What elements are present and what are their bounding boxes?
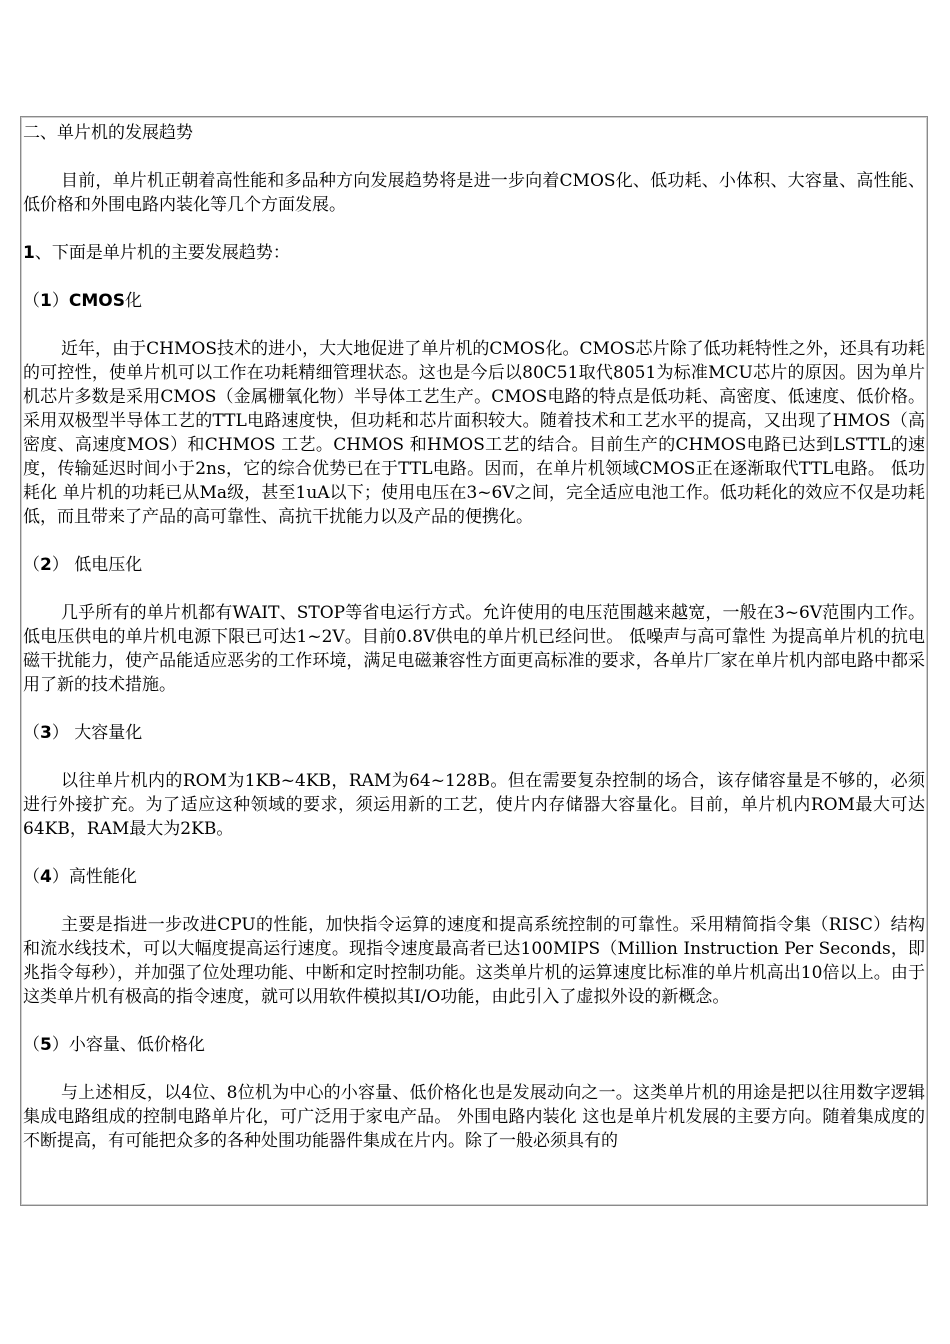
subsection-body-1: 近年，由于CHMOS技术的进小，大大地促进了单片机的CMOS化。CMOS芯片除了低功耗特性之外，还具有功耗的可控性，使单片机可以工作在功耗精细管理状态。这也是今后以80C51取代8051为标准MCU芯片的原因。因为单片机芯片多数是采用CMOS（金属栅氧化物）半导体工艺生产。CMOS电路的特点是低功耗、高密度、低速度、低价格。采用双极型半导体工艺的TTL电路速度快，但功耗和芯片面积较大。随着技术和工艺水平的提高，又出现了HMOS（高密度、高速度MOS）和CHMOS 工艺。CHMOS 和HMOS工艺的结合。目前生产的CHMOS电路已达到LSTTL的速度，传输延迟时间小于2ns，它的综合优势已在于TTL电路。因而，在单片机领域CMOS正在逐渐取代TTL电路。 低功耗化 单片机的功耗已从Ma级，甚至1uA以下；使用电压在3~6V之间，完全适应电池工作。低功耗化的效应不仅是功耗低，而且带来了产品的高可靠性、高抗干扰能力以及产品的便携化。 [23,339,925,527]
list-heading-text: 、下面是单片机的主要发展趋势： [34,243,290,263]
list-heading [23,241,925,265]
heading-number: 4 [40,867,52,887]
heading-number: 3 [40,723,52,743]
subsection-heading-5 [23,1033,925,1057]
heading-paren-close: ） [51,555,69,575]
heading-paren-close: ） [51,1035,69,1055]
intro-paragraph: 目前，单片机正朝着高性能和多品种方向发展趋势将是进一步向着CMOS化、低功耗、小体积、大容量、高性能、低价格和外围电路内装化等几个方面发展。 [23,171,925,215]
heading-paren-open: （ [23,291,40,311]
heading-paren-open: （ [23,555,40,575]
subsection-body-2: 几乎所有的单片机都有WAIT、STOP等省电运行方式。允许使用的电压范围越来越宽，一般在3~6V范围内工作。低电压供电的单片机电源下限已可达1~2V。目前0.8V供电的单片机已经问世。 低噪声与高可靠性 为提高单片机的抗电磁干扰能力，使产品能适应恶劣的工作环境，满足电磁兼容性方面更高标准的要求，各单片厂家在单片机内部电路中都采用了新的技术措施。 [23,603,925,695]
heading-label: 高性能化 [68,867,137,887]
heading-paren-open: （ [23,867,40,887]
heading-label-bold: CMOS [68,291,125,311]
subsection-heading-4 [23,865,925,889]
heading-number: 1 [40,291,52,311]
document-frame [20,116,928,1206]
heading-paren-close: ） [51,291,69,311]
heading-paren-open: （ [23,1035,40,1055]
heading-paren-open: （ [23,723,40,743]
list-heading-number: 1 [23,243,35,263]
heading-label: 化 [124,291,142,311]
subsection-heading-3 [23,721,925,745]
heading-number: 5 [40,1035,52,1055]
heading-number: 2 [40,555,52,575]
heading-label: 小容量、低价格化 [68,1035,205,1055]
subsection-heading-1 [23,289,925,313]
subsection-body-5: 与上述相反，以4位、8位机为中心的小容量、低价格化也是发展动向之一。这类单片机的用途是把以往用数字逻辑集成电路组成的控制电路单片化，可广泛用于家电产品。 外围电路内装化 这也是单片机发展的主要方向。随着集成度的不断提高，有可能把众多的各种处围功能器件集成在片内。除了一般必须具有的 [23,1083,925,1151]
heading-paren-close: ） [51,723,69,743]
subsection-heading-2 [23,553,925,577]
subsection-body-3: 以往单片机内的ROM为1KB~4KB，RAM为64~128B。但在需要复杂控制的场合，该存储容量是不够的，必须进行外接扩充。为了适应这种领域的要求，须运用新的工艺，使片内存储器大容量化。目前，单片机内ROM最大可达64KB，RAM最大为2KB。 [23,771,925,839]
subsection-body-4: 主要是指进一步改进CPU的性能，加快指令运算的速度和提高系统控制的可靠性。采用精简指令集（RISC）结构和流水线技术，可以大幅度提高运行速度。现指令速度最高者已达100MIPS（Million Instruction Per Seconds，即兆指令每秒），并加强了位处理功能、中断和定时控制功能。这类单片机的运算速度比标准的单片机高出10倍以上。由于这类单片机有极高的指令速度，就可以用软件模拟其I/O功能，由此引入了虚拟外设的新概念。 [23,915,925,1007]
heading-label: 低电压化 [68,555,143,575]
section-title: 二、单片机的发展趋势 [23,123,193,143]
heading-paren-close: ） [51,867,69,887]
heading-label: 大容量化 [68,723,143,743]
